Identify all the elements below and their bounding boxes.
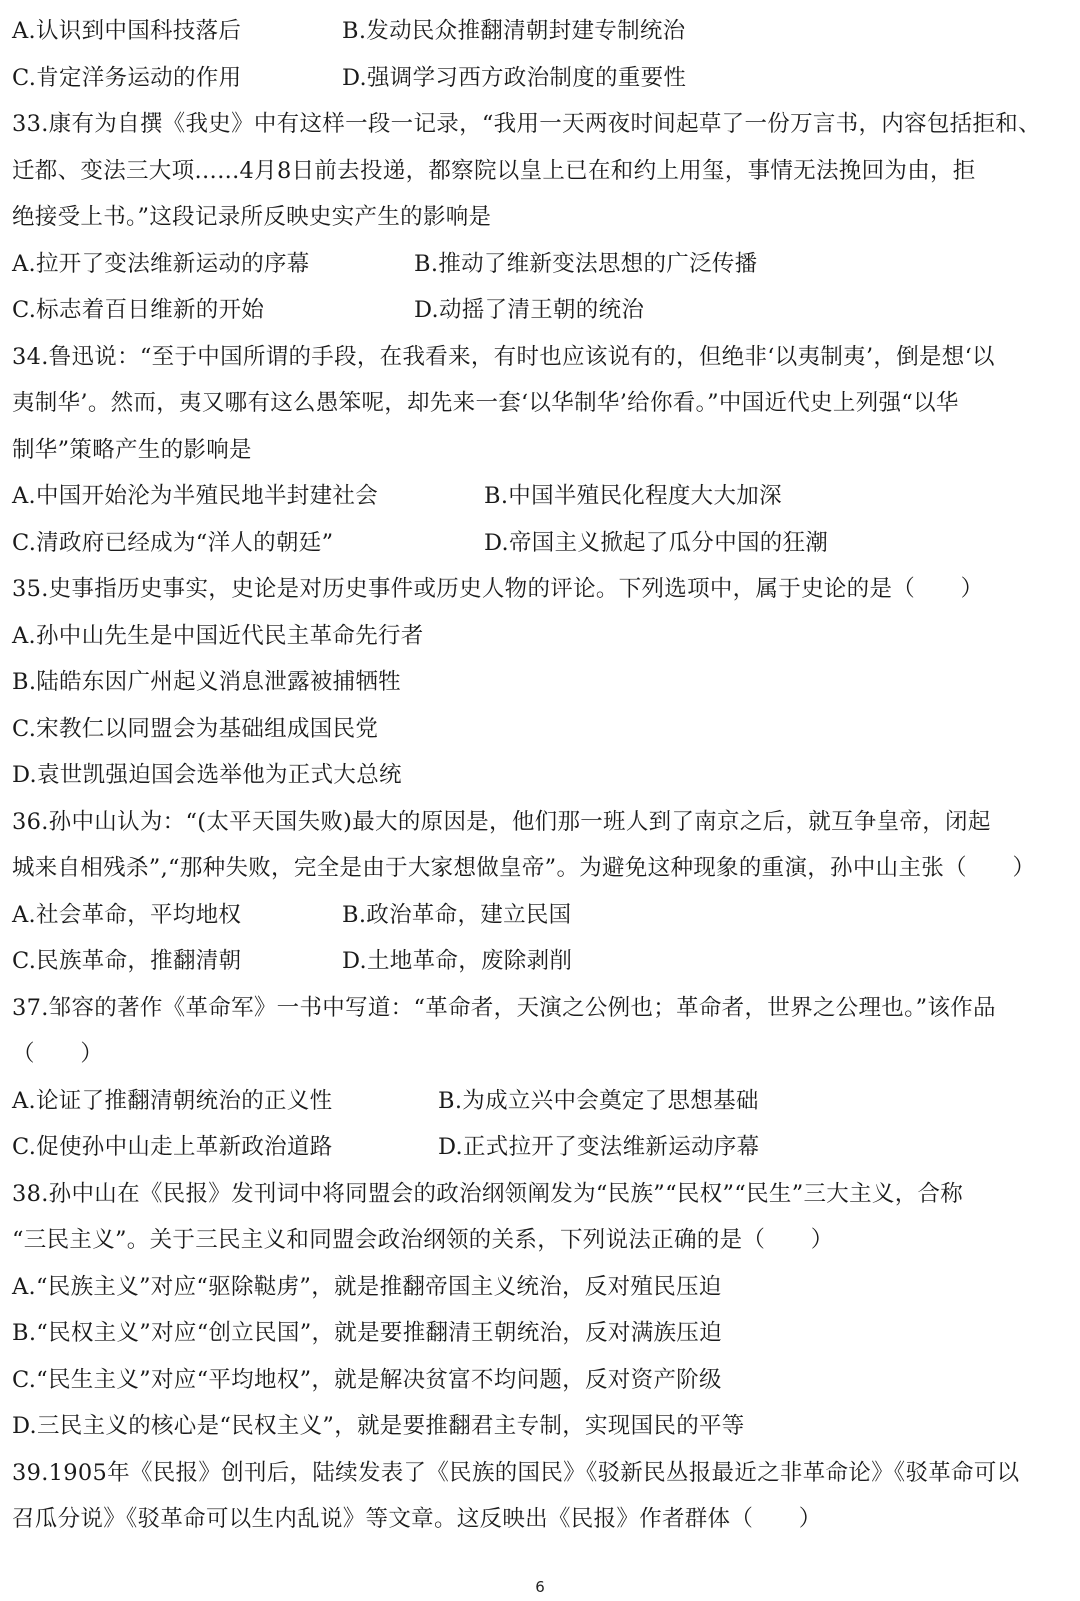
q39-stem-line-2: 召瓜分说》《驳革命可以生内乱说》等文章。这反映出《民报》作者群体（ ） xyxy=(12,1506,822,1532)
q34-stem-line-3: 制华”策略产生的影响是 xyxy=(12,436,252,463)
q34-options-row-1 xyxy=(12,473,1068,520)
q33-stem-line-2: 迁都、变法三大项…...4月8日前去投递，都察院以皇上已在和约上用玺，事情无法挽回为由，拒 xyxy=(12,157,976,184)
q37-options-row-1 xyxy=(12,1078,1068,1125)
q36-stem-line-2: 城来自相残杀”,“那种失败，完全是由于大家想做皇帝”。为避免这种现象的重演，孙中山主张（ ） xyxy=(12,855,1036,881)
q37-option-a: A.论证了推翻清朝统治的正义性 xyxy=(12,1087,333,1114)
q37-option-d: D.正式拉开了变法维新运动序幕 xyxy=(438,1134,760,1160)
q36-option-a: A.社会革命，平均地权 xyxy=(12,901,242,928)
q32-option-b: B.发动民众推翻清朝封建专制统治 xyxy=(342,18,686,44)
q33-option-a: A.拉开了变法维新运动的序幕 xyxy=(12,250,310,277)
q35-option-c: C.宋教仁以同盟会为基础组成国民党 xyxy=(12,715,379,742)
q38-option-d: D.三民主义的核心是“民权主义”，就是要推翻君主专制，实现国民的平等 xyxy=(12,1413,745,1439)
q33-option-d: D.动摇了清王朝的统治 xyxy=(414,297,645,323)
q39-stem-line-1: 39.1905年《民报》创刊后，陆续发表了《民族的国民》《驳新民丛报最近之非革命论》《驳革命可以 xyxy=(12,1459,1020,1486)
page-number: 6 xyxy=(535,1578,545,1596)
q35-option-b: B.陆皓东因广州起义消息泄露被捕牺牲 xyxy=(12,669,402,695)
q38-option-b: B.“民权主义”对应“创立民国”，就是要推翻清王朝统治，反对满族压迫 xyxy=(12,1320,722,1346)
q38-option-a: A.“民族主义”对应“驱除鞑虏”，就是推翻帝国主义统治，反对殖民压迫 xyxy=(12,1273,722,1300)
q33-option-b: B.推动了维新变法思想的广泛传播 xyxy=(414,250,758,277)
q37-option-b: B.为成立兴中会奠定了思想基础 xyxy=(438,1087,759,1114)
q34-stem-line-2: 夷制华’。然而，夷又哪有这么愚笨呢，却先来一套‘以华制华’给你看。”中国近代史上列强“以华 xyxy=(12,390,959,416)
q33-options-row-2 xyxy=(12,287,1068,334)
q34-option-a: A.中国开始沦为半殖民地半封建社会 xyxy=(12,483,379,509)
q35-option-a: A.孙中山先生是中国近代民主革命先行者 xyxy=(12,622,424,649)
q35-stem-line-1: 35.史事指历史事实，史论是对历史事件或历史人物的评论。下列选项中，属于史论的是（ ） xyxy=(12,576,984,602)
q38-stem-line-1: 38.孙中山在《民报》发刊词中将同盟会的政治纲领阐发为“民族”“民权”“民生”三大主义，合称 xyxy=(12,1180,964,1207)
q35-option-d: D.袁世凯强迫国会选举他为正式大总统 xyxy=(12,762,402,788)
q33-stem-line-3: 绝接受上书。”这段记录所反映史实产生的影响是 xyxy=(12,204,492,230)
q36-options-row-1 xyxy=(12,892,1068,939)
q37-option-c: C.促使孙中山走上革新政治道路 xyxy=(12,1134,333,1160)
q34-option-c: C.清政府已经成为“洋人的朝廷” xyxy=(12,529,334,556)
q32-option-d: D.强调学习西方政治制度的重要性 xyxy=(342,64,687,91)
q36-option-b: B.政治革命，建立民国 xyxy=(342,901,572,928)
q36-options-row-2 xyxy=(12,938,1068,985)
q33-options-row-1 xyxy=(12,241,1068,288)
q33-stem-line-1: 33.康有为自撰《我史》中有这样一段一记录，“我用一天两夜时间起草了一份万言书，内容包括拒和、 xyxy=(12,111,1041,137)
q32-options-row-1 xyxy=(12,8,1068,55)
exam-page xyxy=(12,8,1068,1543)
q34-option-b: B.中国半殖民化程度大大加深 xyxy=(484,483,782,509)
q36-option-c: C.民族革命，推翻清朝 xyxy=(12,948,242,974)
q34-stem-line-1: 34.鲁迅说：“至于中国所谓的手段，在我看来，有时也应该说有的，但绝非‘以夷制夷’，倒是想‘以 xyxy=(12,343,995,370)
q36-stem-line-1: 36.孙中山认为：“(太平天国失败)最大的原因是，他们那一班人到了南京之后，就互争皇帝，闭起 xyxy=(12,808,991,835)
q38-option-c: C.“民生主义”对应“平均地权”，就是解决贫富不均问题，反对资产阶级 xyxy=(12,1366,722,1393)
q33-option-c: C.标志着百日维新的开始 xyxy=(12,297,265,323)
q37-stem-line-1: 37.邹容的著作《革命军》一书中写道：“革命者，天演之公例也；革命者，世界之公理也。”该作品 xyxy=(12,994,996,1021)
q37-stem-line-2: （ ） xyxy=(12,1041,104,1067)
q34-option-d: D.帝国主义掀起了瓜分中国的狂潮 xyxy=(484,529,829,556)
q32-option-a: A.认识到中国科技落后 xyxy=(12,18,242,44)
q36-option-d: D.土地革命，废除剥削 xyxy=(342,948,573,974)
q38-stem-line-2: “三民主义”。关于三民主义和同盟会政治纲领的关系，下列说法正确的是（ ） xyxy=(12,1227,834,1253)
q34-options-row-2 xyxy=(12,520,1068,567)
q32-options-row-2 xyxy=(12,55,1068,102)
q32-option-c: C.肯定洋务运动的作用 xyxy=(12,64,242,91)
q37-options-row-2 xyxy=(12,1124,1068,1171)
